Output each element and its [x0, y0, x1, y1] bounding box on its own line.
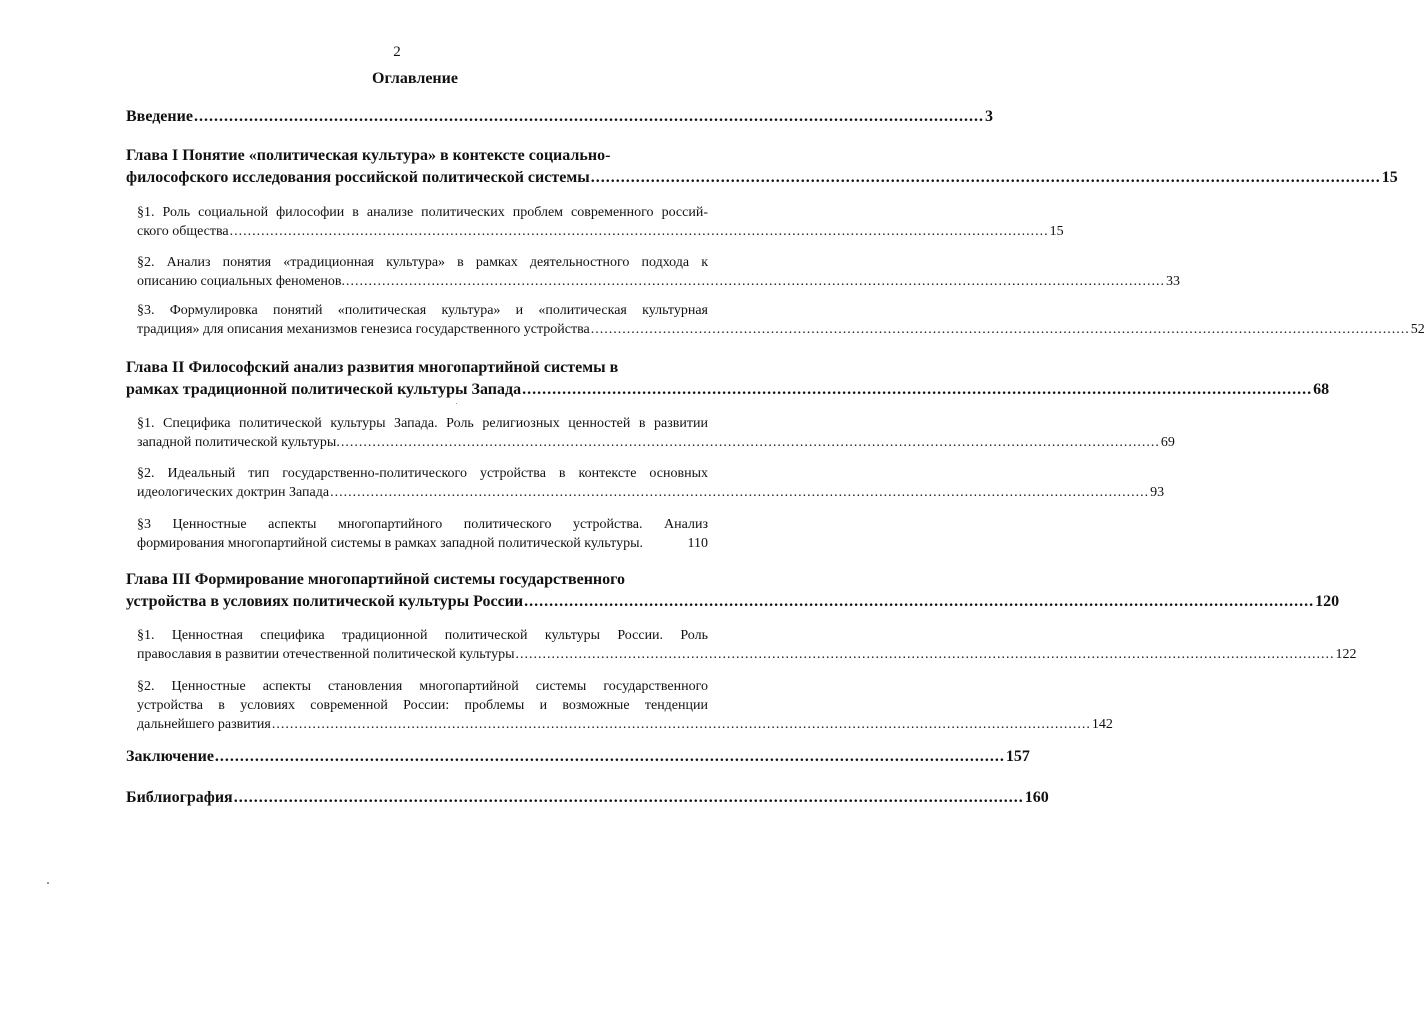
toc-entry-chapter-3-section-2	[137, 677, 1113, 734]
dot-leader: ......................................................................................................................................................................................	[346, 274, 1166, 289]
entry-text-line-2: формирования многопартийной системы в рамках западной политической культуры.	[137, 536, 643, 551]
entry-text-line-2: идеологических доктрин Запада	[137, 485, 330, 500]
dot-leader: ......................................................................................................................................................................................	[515, 647, 1335, 662]
entry-text-line-1: Глава III Формирование многопартийной системы государственного	[126, 571, 626, 588]
scan-speck	[456, 403, 457, 404]
entry-page: 52	[1410, 322, 1425, 337]
entry-text-line-1: §3. Формулировка понятий «политическая культура» и «политическая культурная	[137, 303, 708, 318]
entry-page: 33	[1166, 274, 1181, 289]
toc-entry-chapter-1-section-2	[137, 253, 1181, 291]
dot-leader: ..............................................................................................................................................................	[233, 789, 1024, 806]
entry-page: 69	[1160, 435, 1175, 450]
toc-entry-chapter-3	[126, 569, 1340, 613]
entry-page: 142	[1091, 717, 1113, 732]
dot-leader: ..............................................................................................................................................................	[214, 748, 1005, 765]
toc-entry-chapter-2-section-3	[137, 515, 708, 553]
entry-page: 3	[984, 108, 993, 125]
toc-entry-bibliography	[126, 787, 1049, 809]
toc-entry-chapter-1-section-3	[137, 301, 1425, 339]
entry-text-line-2: философского исследования российской политической системы	[126, 169, 590, 186]
toc-entry-chapter-1	[126, 145, 1398, 189]
entry-text-line-2: устройства в условиях политической культуры России	[126, 593, 524, 610]
dot-leader: ..............................................................................................................................................................	[193, 108, 984, 125]
entry-text-line-1: §1. Роль социальной философии в анализе политических проблем современного россий-	[137, 205, 708, 220]
entry-text: Введение	[126, 108, 193, 125]
entry-page: 160	[1024, 789, 1049, 806]
entry-page: 68	[1313, 381, 1330, 398]
dot-leader: ......................................................................................................................................................................................	[340, 435, 1160, 450]
entry-page: 93	[1150, 485, 1165, 500]
entry-text: Библиография	[126, 789, 233, 806]
entry-text-line-2: ского общества	[137, 224, 229, 239]
toc-entry-intro	[126, 106, 993, 128]
entry-page: 15	[1049, 224, 1064, 239]
toc-entry-chapter-1-section-1	[137, 203, 1064, 241]
toc-entry-chapter-2-section-1	[137, 414, 1175, 452]
entry-text: Заключение	[126, 748, 214, 765]
entry-page: 157	[1005, 748, 1030, 765]
entry-text-line-1: §2. Ценностные аспекты становления многопартийной системы государственного	[137, 679, 708, 694]
entry-page: 15	[1381, 169, 1398, 186]
entry-page: 120	[1315, 593, 1340, 610]
dot-leader: ..............................................................................................................................................................	[522, 381, 1313, 398]
dot-leader: ......................................................................................................................................................................................	[330, 485, 1150, 500]
entry-text-line-2: западной политической культуры.	[137, 435, 340, 450]
dot-leader: ......................................................................................................................................................................................	[271, 717, 1091, 732]
dot-leader: ..............................................................................................................................................................	[524, 593, 1315, 610]
entry-text-line-2: описанию социальных феноменов.	[137, 274, 346, 289]
entry-text-line-3: дальнейшего развития	[137, 717, 271, 732]
entry-page: 110	[687, 536, 708, 551]
entry-text-line-2: рамках традиционной политической культуры Запада	[126, 381, 522, 398]
entry-text-line-2: традиция» для описания механизмов генезиса государственного устройства	[137, 322, 590, 337]
toc-title: Оглавление	[372, 70, 458, 87]
scan-speck	[47, 882, 49, 884]
entry-text-line-2: устройства в условиях современной России: проблемы и возможные тенденции	[137, 698, 708, 713]
dot-leader: ......................................................................................................................................................................................	[590, 322, 1410, 337]
toc-entry-chapter-2	[126, 357, 1330, 401]
entry-text-line-1: §1. Ценностная специфика традиционной политической культуры России. Роль	[137, 628, 708, 643]
entry-text-line-1: Глава II Философский анализ развития многопартийной системы в	[126, 359, 619, 376]
entry-text-line-1: §1. Специфика политической культуры Запада. Роль религиозных ценностей в развитии	[137, 416, 708, 431]
dot-leader: ..............................................................................................................................................................	[590, 169, 1381, 186]
entry-text-line-1: §2. Анализ понятия «традиционная культура» в рамках деятельностного подхода к	[137, 255, 708, 270]
page-number: 2	[393, 44, 401, 60]
entry-text-line-1: §3 Ценностные аспекты многопартийного политического устройства. Анализ	[137, 517, 708, 532]
toc-entry-chapter-3-section-1	[137, 626, 1357, 664]
entry-text-line-1: §2. Идеальный тип государственно-политического устройства в контексте основных	[137, 466, 708, 481]
toc-entry-chapter-2-section-2	[137, 464, 1165, 502]
entry-text-line-1: Глава I Понятие «политическая культура» в контексте социально-	[126, 147, 611, 164]
dot-leader: ......................................................................................................................................................................................	[229, 224, 1049, 239]
entry-page: 122	[1335, 647, 1357, 662]
entry-text-line-2: православия в развитии отечественной политической культуры	[137, 647, 515, 662]
toc-entry-conclusion	[126, 746, 1030, 768]
